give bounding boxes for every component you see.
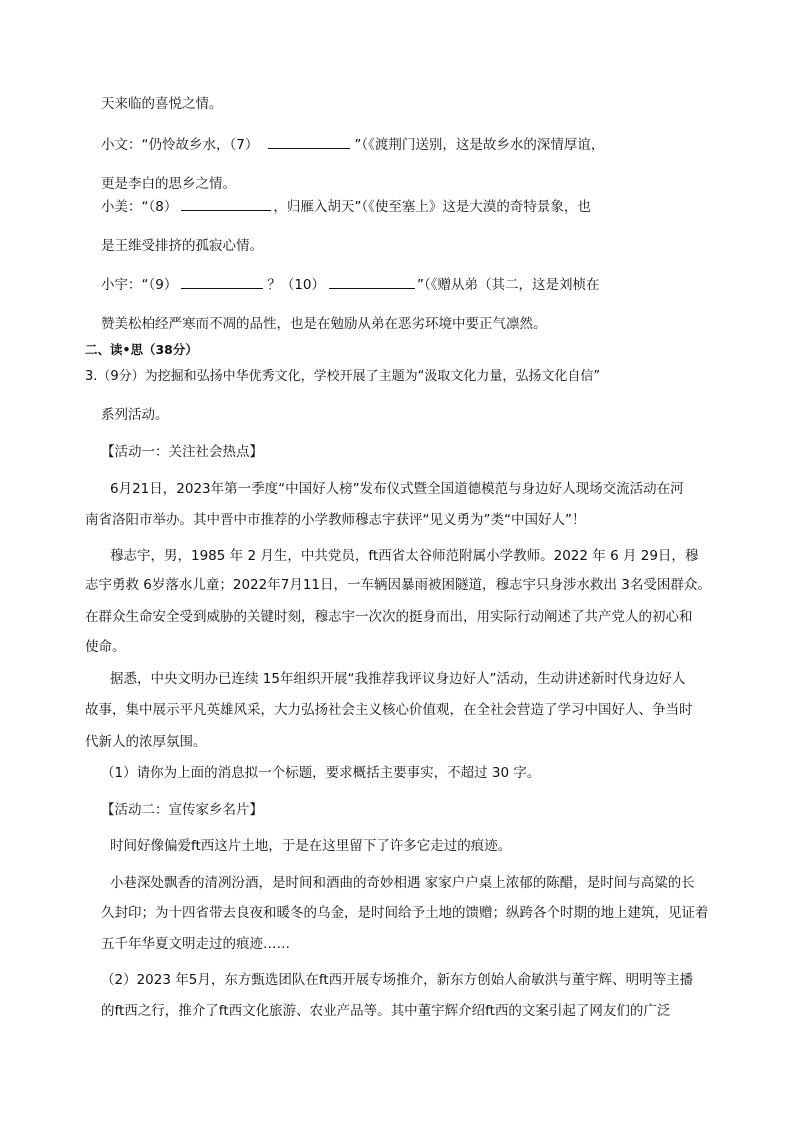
question-7-suffix: ”（《渡荆门送别，这是故乡水的深情厚谊， xyxy=(354,137,605,153)
question-9-suffix: ”（《赠从弟（其二，这是刘桢在 xyxy=(417,277,600,293)
question-8-prefix: 小美：“（8） xyxy=(101,199,178,215)
paragraph-line: 的ft西之行，推介了ft西文化旅游、农业产品等。其中董宇辉介绍ft西的文案引起了网友们的广泛 xyxy=(101,1003,671,1019)
paragraph-line: 志宇勇救 6岁落水儿童；2022年7月11日，一车辆因暴雨被困隧道，穆志宇只身涉水救出 3名受困群众。 xyxy=(85,577,711,593)
activity-2-title: 【活动二：宣传家乡名片】 xyxy=(101,802,263,818)
paragraph-line: 据悉，中央文明办已连续 15年组织开展“我推荐我评议身边好人”活动，生动讲述新时代身边好人 xyxy=(110,671,686,687)
question-7-line xyxy=(101,134,604,155)
question-3-text: 系列活动。 xyxy=(101,407,169,423)
sub-question-1: （1）请你为上面的消息拟一个标题，要求概括主要事实，不超过 30 字。 xyxy=(101,765,541,781)
sub-question-2: （2）2023 年5月，东方甄选团队在ft西开展专场推介，新东方创始人俞敏洪与董宇辉、明明等主播 xyxy=(101,972,694,988)
question-8-suffix: ，归雁入胡天”（《使至塞上》这是大漠的奇特景象，也 xyxy=(273,199,591,215)
answer-blank-8[interactable] xyxy=(181,196,271,211)
question-10-prefix: ？（10） xyxy=(267,277,326,293)
text-line: 更是李白的思乡之情。 xyxy=(101,176,236,192)
paragraph-line: 久封印；为十四省带去良夜和暖冬的乌金，是时间给予土地的馈赠；纵跨各个时期的地上建筑，见证着 xyxy=(101,905,709,921)
question-8-line xyxy=(101,196,591,217)
question-7-prefix: 小文：“仍怜故乡水，（7） xyxy=(101,137,259,153)
paragraph-line: 故事，集中展示平凡英雄风采，大力弘扬社会主义核心价值观，在全社会营造了学习中国好人、争当时 xyxy=(85,702,693,718)
text-line: 赞美松柏经严寒而不凋的品性，也是在勉励从弟在恶劣环境中要正气凛然。 xyxy=(101,316,547,332)
paragraph-line: 时间好像偏爱ft西这片土地，于是在这里留下了许多它走过的痕迹。 xyxy=(110,838,512,854)
question-3-text: 3.（9分）为挖掘和弘扬中华优秀文化，学校开展了主题为“汲取文化力量，弘扬文化自信” xyxy=(85,369,601,384)
paragraph-line: 穆志宇，男，1985 年 2 月生，中共党员，ft西省太谷师范附属小学教师。2022 年 6 月 29日，穆 xyxy=(110,548,699,564)
paragraph-line: 小巷深处飘香的清冽汾酒，是时间和酒曲的奇妙相遇 家家户户桌上浓郁的陈醋，是时间与高粱的长 xyxy=(110,875,695,891)
paragraph-line: 使命。 xyxy=(85,639,126,655)
text-line: 是王维受排挤的孤寂心情。 xyxy=(101,238,263,254)
paragraph-line: 五千年华夏文明走过的痕迹…… xyxy=(101,936,290,952)
paragraph-line: 南省洛阳市举办。其中晋中市推荐的小学教师穆志宇获评“见义勇为”类“中国好人”！ xyxy=(85,512,586,528)
answer-blank-9[interactable] xyxy=(181,274,263,289)
question-9-prefix: 小宇：“（9） xyxy=(101,277,178,293)
question-9-line xyxy=(101,274,600,295)
activity-1-title: 【活动一：关注社会热点】 xyxy=(101,444,263,460)
paragraph-line: 6月21日，2023年第一季度“中国好人榜”发布仪式暨全国道德模范与身边好人现场交流活动在河 xyxy=(110,481,684,497)
answer-blank-7[interactable] xyxy=(268,134,350,149)
paragraph-line: 代新人的浓厚氛围。 xyxy=(85,734,207,750)
paragraph-line: 在群众生命安全受到威胁的关键时刻，穆志宇一次次的挺身而出，用实际行动阐述了共产党人的初心和 xyxy=(85,609,693,625)
section-title: 二、读•思（38分） xyxy=(85,342,198,357)
answer-blank-10[interactable] xyxy=(329,274,415,289)
text-line: 天来临的喜悦之情。 xyxy=(101,96,223,112)
